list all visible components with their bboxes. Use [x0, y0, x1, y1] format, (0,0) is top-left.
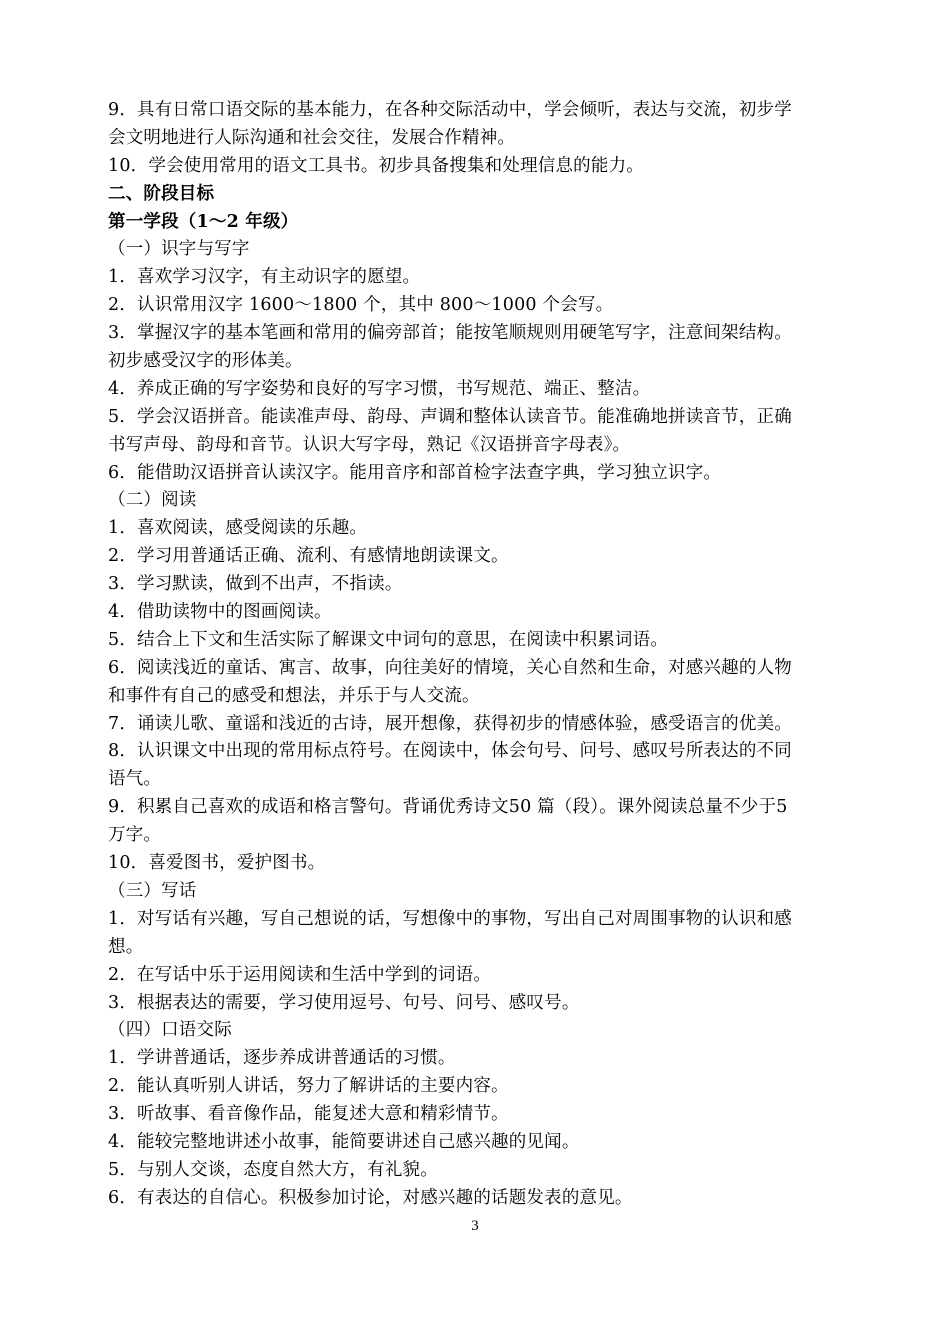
text-line: 2．学习用普通话正确、流利、有感情地朗读课文。 — [108, 546, 509, 567]
text-line: 5．结合上下文和生活实际了解课文中词句的意思，在阅读中积累词语。 — [108, 629, 669, 650]
text-line: （三）写话 — [108, 880, 197, 901]
text-line: 2．认识常用汉字 1600～1800 个，其中 800～1000 个会写。 — [108, 295, 614, 316]
text-line: 3．听故事、看音像作品，能复述大意和精彩情节。 — [108, 1104, 509, 1125]
text-line: 6．阅读浅近的童话、寓言、故事，向往美好的情境，关心自然和生命，对感兴趣的人物 — [108, 657, 792, 678]
text-line: 6．有表达的自信心。积极参加讨论，对感兴趣的话题发表的意见。 — [108, 1187, 633, 1208]
document-body — [108, 97, 854, 1213]
text-line: 1．喜欢学习汉字，有主动识字的愿望。 — [108, 267, 421, 288]
text-line: 万字。 — [108, 825, 162, 846]
text-line: 4．养成正确的写字姿势和良好的写字习惯，书写规范、端正、整洁。 — [108, 378, 651, 399]
text-line: 6．能借助汉语拼音认读汉字。能用音序和部首检字法查字典，学习独立识字。 — [108, 462, 722, 483]
text-line: 初步感受汉字的形体美。 — [108, 351, 303, 372]
text-line: 2．在写话中乐于运用阅读和生活中学到的词语。 — [108, 964, 492, 985]
text-line: 2．能认真听别人讲话，努力了解讲话的主要内容。 — [108, 1076, 509, 1097]
text-line: （一）识字与写字 — [108, 239, 250, 260]
text-line: 1．学讲普通话，逐步养成讲普通话的习惯。 — [108, 1048, 456, 1069]
text-line: 9．具有日常口语交际的基本能力，在各种交际活动中，学会倾听，表达与交流，初步学 — [108, 100, 792, 120]
text-line: 4．能较完整地讲述小故事，能简要讲述自己感兴趣的见闻。 — [108, 1131, 580, 1152]
text-line: 10．喜爱图书，爱护图书。 — [108, 853, 326, 874]
text-line: 5．与别人交谈，态度自然大方，有礼貌。 — [108, 1159, 438, 1180]
text-line: 9．积累自己喜欢的成语和格言警句。背诵优秀诗文50 篇（段）。课外阅读总量不少于5 — [108, 797, 788, 818]
text-line: 会文明地进行人际沟通和社会交往，发展合作精神。 — [108, 127, 516, 148]
text-line: 和事件有自己的感受和想法，并乐于与人交流。 — [108, 685, 480, 706]
text-line: （四）口语交际 — [108, 1020, 232, 1041]
section-heading: 二、阶段目标 — [108, 183, 215, 204]
text-line: 5．学会汉语拼音。能读准声母、韵母、声调和整体认读音节。能准确地拼读音节，正确 — [108, 406, 792, 427]
text-line: 8．认识课文中出现的常用标点符号。在阅读中，体会句号、问号、感叹号所表达的不同 — [108, 741, 792, 762]
text-line: 10．学会使用常用的语文工具书。初步具备搜集和处理信息的能力。 — [108, 155, 644, 176]
text-line: 3．掌握汉字的基本笔画和常用的偏旁部首；能按笔顺规则用硬笔写字，注意间架结构。 — [108, 323, 792, 344]
text-line: 7．诵读儿歌、童谣和浅近的古诗，展开想像，获得初步的情感体验，感受语言的优美。 — [108, 713, 792, 734]
text-line: 3．根据表达的需要，学习使用逗号、句号、问号、感叹号。 — [108, 992, 580, 1013]
page-number: 3 — [471, 1218, 479, 1234]
section-heading: 第一学段（1～2 年级） — [108, 211, 299, 232]
text-line: 书写声母、韵母和音节。认识大写字母，熟记《汉语拼音字母表》。 — [108, 434, 631, 455]
text-line: 语气。 — [108, 769, 162, 790]
text-line: 想。 — [108, 936, 144, 957]
text-line: 1．喜欢阅读，感受阅读的乐趣。 — [108, 518, 368, 539]
text-line: 3．学习默读，做到不出声，不指读。 — [108, 574, 403, 595]
text-line: 4．借助读物中的图画阅读。 — [108, 602, 332, 623]
text-line: 1．对写话有兴趣，写自己想说的话，写想像中的事物，写出自己对周围事物的认识和感 — [108, 908, 792, 929]
text-line: （二）阅读 — [108, 490, 197, 511]
